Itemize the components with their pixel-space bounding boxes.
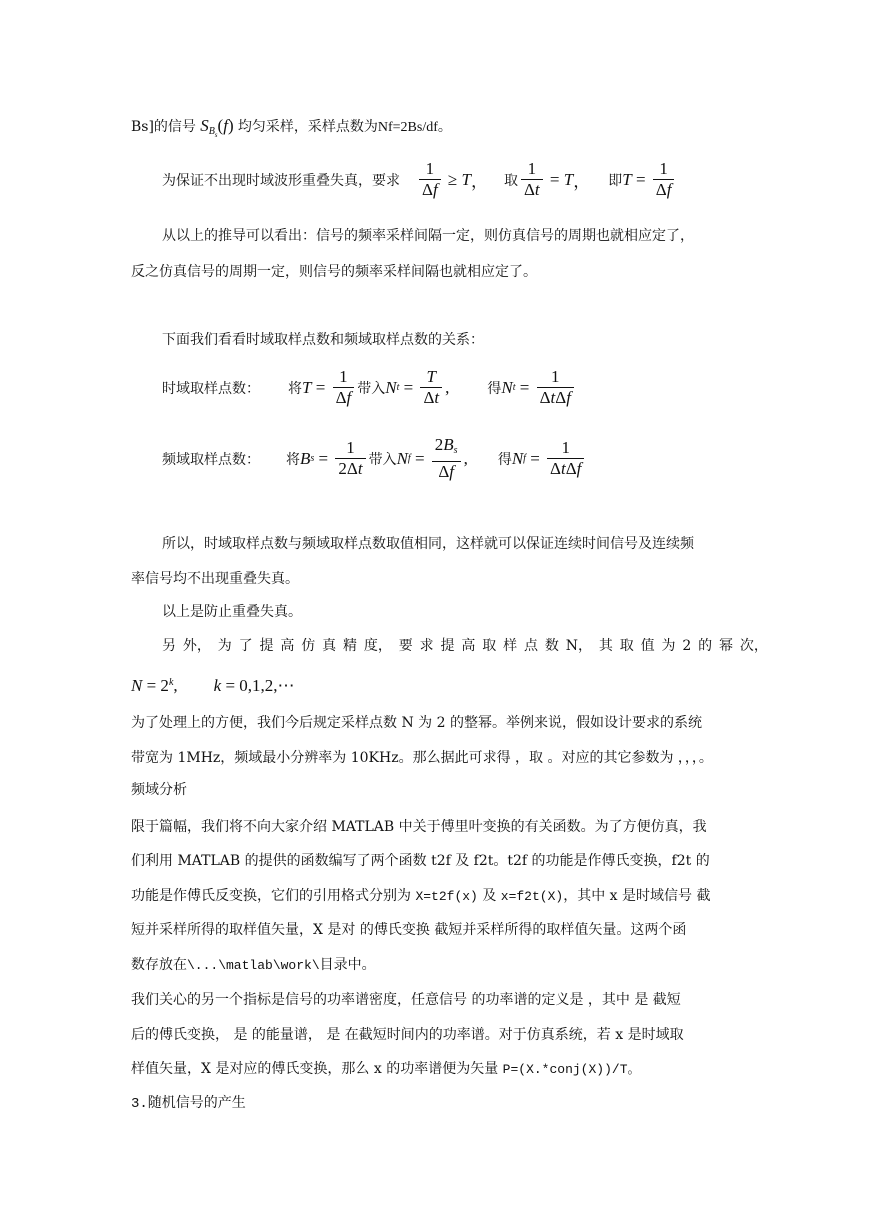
formula-1-over-df-ge-T: $\frac{1}{\Delta f}$ ≥ T ，	[416, 160, 488, 199]
formula-freq-Nf: N f = $\frac{2B_s}{\Delta f}$ ,	[396, 435, 468, 481]
paragraph-fourier-line-5: 数存放在\...\matlab\work\目录中。	[131, 957, 376, 973]
paragraph-example-line-1: 为了处理上的方便，我们今后规定采样点数 N 为 2 的整幂。举例来说，假如设计要求的系统	[131, 715, 702, 731]
paragraph-conclusion-line-1: 所以，时域取样点数与频域取样点数取值相同，这样就可以保证连续时间信号及连续频	[162, 536, 694, 552]
paragraph-fourier-line-2: 们利用 MATLAB 的提供的函数编写了两个函数 t2f 及 f2t。t2f 的功能是作傅氏变换，f2t 的	[131, 853, 710, 869]
heading-frequency-analysis: 频域分析	[131, 782, 187, 798]
formula-time-T: T = $\frac{1}{\Delta f}$	[302, 368, 357, 407]
time-domain-formula-line: 时域取样点数： 将 T = $\frac{1}{\Delta f}$ 带入 N t = $\frac{T}{\Delta t}$ , 得 N t = $\frac{1}{\text{ΔtΔf}}$	[162, 368, 577, 407]
frequency-domain-formula-line: 频域取样点数： 将 B s = $\frac{1}{2\Delta t}$ 带入 N f = $\frac{2B_s}{\Delta f}$ , 得 N f = $\frac{1}{\text{ΔtΔf}}$	[162, 436, 587, 481]
paragraph-precision: 另 外， 为 了 提 高 仿 真 精 度， 要 求 提 高 取 样 点 数 N， 其 取 值 为 2 的 幂 次，	[162, 638, 768, 654]
paragraph-psd-line-3: 样值矢量，X 是对应的傅氏变换，那么 x 的功率谱便为矢量 P=(X.*conj(X))/T。	[131, 1061, 641, 1077]
paragraph-psd-line-2: 后的傅氏变换， 是 的能量谱， 是 在截短时间内的功率谱。对于仿真系统，若 x 是时域取	[131, 1027, 684, 1043]
paragraph-prevent-aliasing: 以上是防止重叠失真。	[162, 604, 302, 620]
paragraph-fourier-line-1: 限于篇幅，我们将不向大家介绍 MATLAB 中关于傅里叶变换的有关函数。为了方便仿真，我	[131, 819, 707, 835]
paragraph-derivation-line-1: 从以上的推导可以看出：信号的频率采样间隔一定，则仿真信号的周期也就相应定了，	[162, 228, 694, 244]
paragraph-derivation-line-2: 反之仿真信号的周期一定，则信号的频率采样间隔也就相应定了。	[131, 264, 537, 280]
formula-sbs-f: $S_{B_s}(f)$	[195, 116, 234, 139]
condition-formula-line: 为保证不出现时域波形重叠失真，要求 $\frac{1}{\Delta f}$ ≥ T ， 取 $\frac{1}{\Delta t}$ = T ， 即 T = $\frac{1}{\Delta f}$	[162, 160, 677, 199]
paragraph-fourier-line-3: 功能是作傅氏反变换，它们的引用格式分别为 X=t2f(x) 及 x=f2t(X)，其中 x 是时域信号 截	[131, 888, 711, 904]
paragraph-psd-line-1: 我们关心的另一个指标是信号的功率谱密度，任意信号 的功率谱的定义是 ，其中 是 截短	[131, 992, 681, 1008]
formula-freq-Nf-result: N f = $\frac{1}{\text{ΔtΔf}}$	[512, 439, 588, 478]
formula-T-eq-1-over-df: T = $\frac{1}{\Delta f}$	[622, 160, 677, 199]
formula-1-over-dt-eq-T: $\frac{1}{\Delta t}$ = T ，	[518, 160, 590, 199]
formula-time-Nt: N t = $\frac{T}{\Delta t}$ ,	[385, 367, 450, 407]
paragraph-example-line-2: 带宽为 1MHz，频域最小分辨率为 10KHz。那么据此可求得 ，取 。对应的其它参数为 ，，，。	[131, 750, 713, 766]
formula-freq-Bs: B s = $\frac{1}{2\Delta t}$	[300, 439, 369, 478]
paragraph-relation-intro: 下面我们看看时域取样点数和频域取样点数的关系：	[162, 332, 484, 348]
heading-random-signal: 3.随机信号的产生	[131, 1096, 246, 1112]
formula-time-Nt-result: N t = $\frac{1}{\text{ΔtΔf}}$	[501, 368, 577, 407]
text-line-signal-sampling: Bs]的信号 $S_{B_s}(f)$ 均匀采样，采样点数为Nf=2Bs/df。	[131, 116, 452, 139]
paragraph-fourier-line-4: 短并采样所得的取样值矢量，X 是对 的傅氏变换 截短并采样所得的取样值矢量。这两个函	[131, 922, 687, 938]
formula-N-power-of-2: $N = 2^k$, k = 0,1,2,⋯	[131, 676, 295, 695]
paragraph-conclusion-line-2: 率信号均不出现重叠失真。	[131, 571, 299, 587]
